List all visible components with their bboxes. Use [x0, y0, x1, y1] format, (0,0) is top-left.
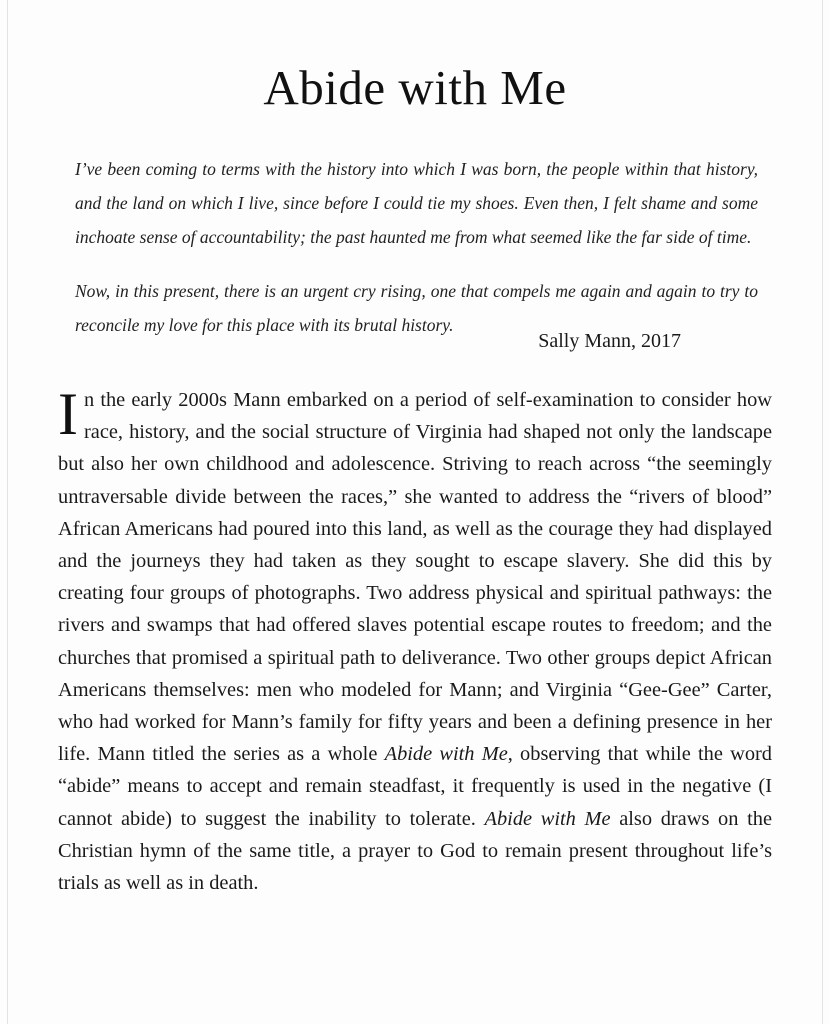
epigraph-paragraph-2: Now, in this present, there is an urgent cry rising, one that compels me again and again to try to reconcile my love for this place with its brutal history. [75, 281, 758, 335]
page-title: Abide with Me [263, 60, 567, 115]
page-left-edge-line [7, 0, 8, 1024]
drop-cap: I [58, 381, 78, 447]
body-rich-text: n the early 2000s Mann embarked on a period of self-examination to consider how race, history, and the social structure of Virginia had shaped not only the landscape but also her own childhood and adolescence. Striving to reach across “the seemingly untraversable divide between the races,” she wanted to address the “rivers of blood” African Americans had poured into this land, as well as the courage they had displayed and the journeys they had taken as they sought to escape slavery. She did this by creating four groups of photographs. Two address physical and spiritual pathways: the rivers and swamps that had offered slaves potential escape routes to freedom; and the churches that promised a spiritual path to deliverance. Two other groups depict African Americans themselves: men who modeled for Mann; and Virginia “Gee-Gee” Carter, who had worked for Mann’s family for fifty years and been a defining presence in her life. Mann titled the series as a whole Abide with Me, observing that while the word “abide” means to accept and remain steadfast, it frequently is used in the negative (I cannot abide) to suggest the inability to tolerate. Abide with Me also draws on the Christian hymn of the same title, a prayer to God to remain present throughout life’s trials as well as in death. [58, 389, 772, 895]
epigraph-block [75, 152, 758, 342]
body-paragraph [58, 381, 772, 899]
epigraph-paragraph-1: I’ve been coming to terms with the history into which I was born, the people within that history, and the land on which I live, since before I could tie my shoes. Even then, I felt shame and some inchoate sense of accountability; the past haunted me from what seemed like the far side of time. [75, 159, 758, 247]
body-text-block [58, 381, 772, 899]
page-right-edge-line [822, 0, 823, 1024]
epigraph-attribution: Sally Mann, 2017 [538, 330, 681, 352]
